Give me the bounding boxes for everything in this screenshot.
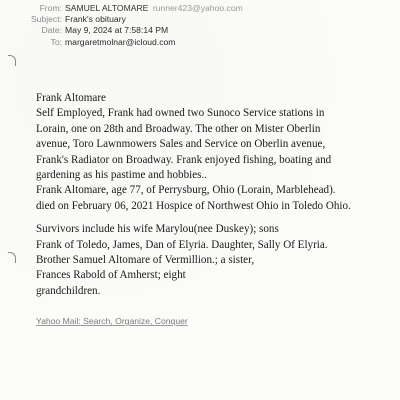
body-line: Survivors include his wife Marylou(nee Duskey); sons bbox=[36, 223, 279, 236]
body-line: Self Employed, Frank had owned two Sunoco Service stations in bbox=[36, 107, 325, 120]
subject-label: Subject: bbox=[30, 14, 62, 25]
body-line: Frank's Radiator on Broadway. Frank enjoyed fishing, boating and bbox=[36, 153, 332, 166]
date-value: May 9, 2024 at 7:58:14 PM bbox=[65, 25, 169, 36]
email-header bbox=[24, 3, 243, 48]
sender-name: SAMUEL ALTOMARE bbox=[65, 3, 149, 13]
to-label: To: bbox=[50, 36, 62, 47]
body-line: avenue, Toro Lawnmowers Sales and Service on Oberlin avenue, bbox=[36, 138, 326, 151]
body-line: Frank Altomare, age 77, of Perrysburg, Ohio (Lorain, Marblehead). bbox=[36, 184, 336, 197]
sender-email: runner423@yahoo.com bbox=[152, 3, 243, 13]
body-line: Frank Altomare bbox=[36, 92, 106, 104]
recipient-email: margaretmolnar@icloud.com bbox=[65, 36, 176, 47]
body-line: died on February 06, 2021 Hospice of Northwest Ohio in Toledo Ohio. bbox=[36, 199, 351, 212]
from-label: From: bbox=[39, 3, 62, 13]
body-line: Lorain, one on 28th and Broadway. The other on Mister Oberlin bbox=[36, 122, 321, 135]
date-label: Date: bbox=[41, 25, 62, 36]
from-row bbox=[24, 3, 243, 14]
scan-fold-mark bbox=[8, 55, 16, 66]
date-row bbox=[24, 25, 243, 36]
to-row bbox=[24, 37, 243, 48]
body-line: grandchildren. bbox=[36, 284, 101, 297]
subject-row bbox=[24, 14, 243, 25]
email-body bbox=[36, 91, 376, 299]
obituary-paragraph-1 bbox=[36, 91, 376, 214]
obituary-paragraph-2 bbox=[36, 222, 376, 299]
body-line: Frank of Toledo, James, Dan of Elyria. Daughter, Sally Of Elyria. bbox=[36, 238, 328, 251]
body-line: Frances Rabold of Amherst; eight bbox=[36, 269, 186, 282]
body-line: Brother Samuel Altomare of Vermillion.; a sister, bbox=[36, 254, 255, 267]
body-line: gardening as his pastime and hobbies.. bbox=[36, 169, 207, 182]
scan-fold-mark bbox=[8, 252, 16, 263]
yahoo-mail-footer-link[interactable]: Yahoo Mail: Search, Organize, Conquer bbox=[36, 316, 188, 326]
subject-value: Frank's obituary bbox=[65, 14, 126, 25]
